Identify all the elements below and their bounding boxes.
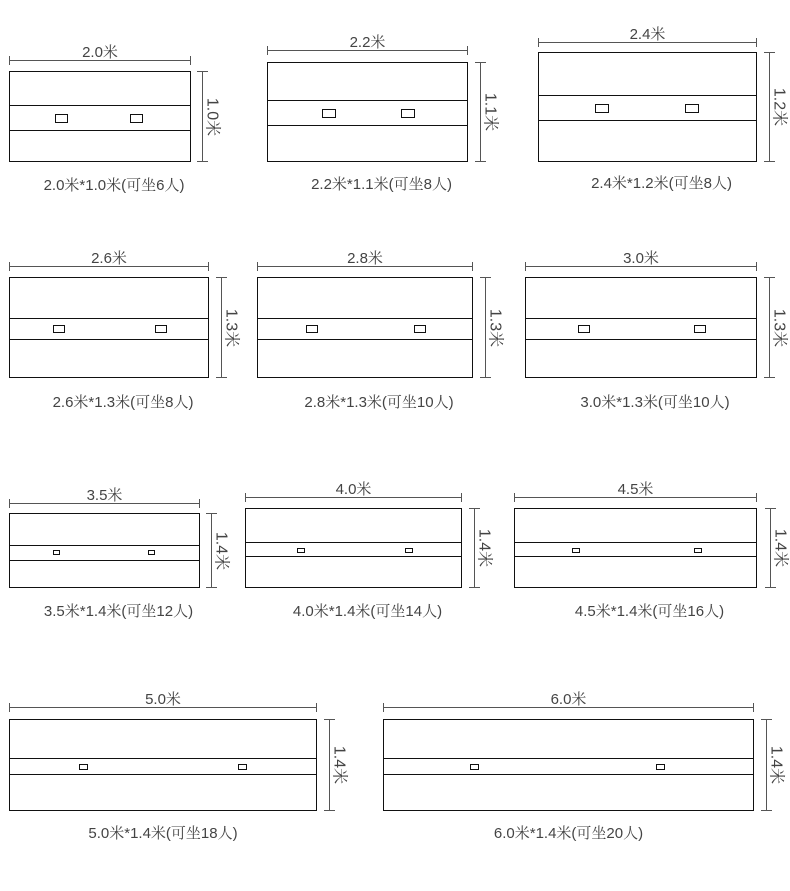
cable-port-icon xyxy=(322,109,336,118)
height-label: 1.3米 xyxy=(770,308,788,347)
cable-port-icon xyxy=(55,114,68,123)
height-label: 1.1米 xyxy=(481,92,499,132)
cable-port-icon xyxy=(238,764,247,770)
cable-port-icon xyxy=(470,764,479,770)
table-outline xyxy=(257,277,473,378)
table-center-band xyxy=(384,758,753,775)
table-caption: 2.0米*1.0米(可坐6人) xyxy=(43,177,185,194)
width-label: 3.5米 xyxy=(86,487,123,504)
table-caption: 4.0米*1.4米(可坐14人) xyxy=(292,603,443,620)
cable-port-icon xyxy=(155,325,167,333)
table-center-band xyxy=(515,542,756,557)
width-label: 2.8米 xyxy=(347,250,383,267)
table-outline xyxy=(9,719,317,811)
table-center-band xyxy=(526,318,756,340)
width-label: 6.0米 xyxy=(550,691,587,708)
table-caption: 3.5米*1.4米(可坐12人) xyxy=(43,603,194,620)
height-label: 1.3米 xyxy=(222,308,240,347)
height-label: 1.4米 xyxy=(767,745,785,785)
cable-port-icon xyxy=(297,548,305,553)
cable-port-icon xyxy=(130,114,143,123)
width-label: 3.0米 xyxy=(623,250,659,267)
width-label: 4.5米 xyxy=(617,481,654,498)
table-caption: 6.0米*1.4米(可坐20人) xyxy=(493,825,644,842)
height-label: 1.2米 xyxy=(770,87,788,127)
table-outline xyxy=(514,508,757,588)
table-caption: 2.4米*1.2米(可坐8人) xyxy=(591,175,732,192)
table-outline xyxy=(9,71,191,162)
table-outline xyxy=(525,277,757,378)
width-label: 2.6米 xyxy=(91,250,127,267)
height-label: 1.4米 xyxy=(212,531,230,570)
table-center-band xyxy=(10,105,190,131)
width-label: 2.2米 xyxy=(349,34,386,51)
table-center-band xyxy=(10,545,199,561)
cable-port-icon xyxy=(53,325,65,333)
table-caption: 3.0米*1.3米(可坐10人) xyxy=(580,394,730,411)
cable-port-icon xyxy=(685,104,699,113)
table-caption: 4.5米*1.4米(可坐16人) xyxy=(574,603,725,620)
table-outline xyxy=(9,277,209,378)
table-center-band xyxy=(539,95,756,121)
width-label: 2.0米 xyxy=(82,44,118,61)
table-center-band xyxy=(246,542,461,557)
cable-port-icon xyxy=(306,325,318,333)
table-caption: 5.0米*1.4米(可坐18人) xyxy=(88,825,238,842)
table-caption: 2.2米*1.1米(可坐8人) xyxy=(311,176,452,193)
table-outline xyxy=(267,62,468,162)
cable-port-icon xyxy=(401,109,415,118)
cable-port-icon xyxy=(148,550,155,555)
cable-port-icon xyxy=(694,325,706,333)
height-label: 1.4米 xyxy=(475,528,493,568)
height-label: 1.4米 xyxy=(330,745,348,785)
table-outline xyxy=(383,719,754,811)
table-caption: 2.8米*1.3米(可坐10人) xyxy=(304,394,454,411)
width-label: 4.0米 xyxy=(335,481,372,498)
cable-port-icon xyxy=(595,104,609,113)
width-label: 2.4米 xyxy=(629,26,666,43)
table-center-band xyxy=(10,318,208,340)
table-center-band xyxy=(10,758,316,775)
table-outline xyxy=(245,508,462,588)
cable-port-icon xyxy=(578,325,590,333)
table-outline xyxy=(538,52,757,162)
cable-port-icon xyxy=(414,325,426,333)
height-label: 1.3米 xyxy=(486,308,504,347)
table-caption: 2.6米*1.3米(可坐8人) xyxy=(52,394,194,411)
cable-port-icon xyxy=(694,548,702,553)
table-outline xyxy=(9,513,200,588)
table-center-band xyxy=(258,318,472,340)
cable-port-icon xyxy=(405,548,413,553)
table-center-band xyxy=(268,100,467,126)
cable-port-icon xyxy=(79,764,88,770)
height-label: 1.0米 xyxy=(203,97,221,136)
cable-port-icon xyxy=(656,764,665,770)
height-label: 1.4米 xyxy=(771,528,789,568)
cable-port-icon xyxy=(53,550,60,555)
cable-port-icon xyxy=(572,548,580,553)
width-label: 5.0米 xyxy=(145,691,181,708)
